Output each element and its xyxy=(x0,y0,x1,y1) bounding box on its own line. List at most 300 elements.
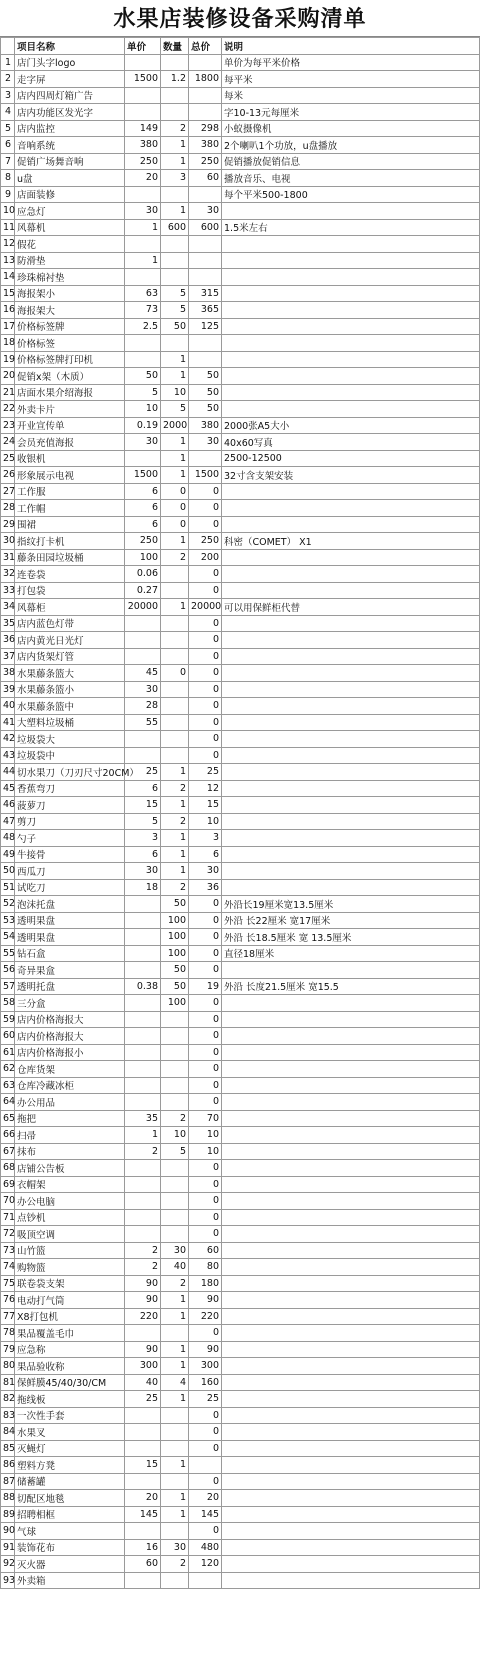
unit-price-cell[interactable]: 5 xyxy=(125,813,161,830)
row-index-cell[interactable]: 20 xyxy=(1,368,15,385)
unit-price-cell[interactable]: 6 xyxy=(125,780,161,797)
description-cell[interactable] xyxy=(222,401,480,418)
row-index-cell[interactable]: 85 xyxy=(1,1440,15,1457)
item-name-cell[interactable]: 海报架大 xyxy=(15,302,125,319)
unit-price-cell[interactable]: 6 xyxy=(125,846,161,863)
description-cell[interactable] xyxy=(222,1127,480,1144)
quantity-cell[interactable] xyxy=(161,632,189,649)
quantity-cell[interactable] xyxy=(161,1440,189,1457)
row-index-cell[interactable]: 86 xyxy=(1,1457,15,1474)
unit-price-cell[interactable]: 30 xyxy=(125,434,161,451)
description-cell[interactable] xyxy=(222,236,480,253)
description-cell[interactable] xyxy=(222,731,480,748)
unit-price-cell[interactable] xyxy=(125,1028,161,1045)
description-cell[interactable]: 每个平米500-1800 xyxy=(222,186,480,203)
row-index-cell[interactable]: 3 xyxy=(1,87,15,104)
description-cell[interactable] xyxy=(222,1358,480,1375)
description-cell[interactable] xyxy=(222,797,480,814)
unit-price-cell[interactable]: 90 xyxy=(125,1275,161,1292)
item-name-cell[interactable]: 海报架小 xyxy=(15,285,125,302)
row-index-cell[interactable]: 44 xyxy=(1,764,15,781)
item-name-cell[interactable]: 衣帽架 xyxy=(15,1176,125,1193)
total-price-cell[interactable]: 600 xyxy=(189,219,222,236)
total-price-cell[interactable]: 0 xyxy=(189,516,222,533)
item-name-cell[interactable]: 店内价格海报小 xyxy=(15,1044,125,1061)
description-cell[interactable] xyxy=(222,1292,480,1309)
row-index-cell[interactable]: 24 xyxy=(1,434,15,451)
unit-price-cell[interactable] xyxy=(125,615,161,632)
item-name-cell[interactable]: 招聘相框 xyxy=(15,1506,125,1523)
row-index-cell[interactable]: 9 xyxy=(1,186,15,203)
item-name-cell[interactable]: 风幕机 xyxy=(15,219,125,236)
unit-price-cell[interactable]: 25 xyxy=(125,764,161,781)
item-name-cell[interactable]: 藤条田园垃圾桶 xyxy=(15,549,125,566)
description-cell[interactable]: 字10-13元每厘米 xyxy=(222,104,480,121)
total-price-cell[interactable]: 1800 xyxy=(189,71,222,88)
item-name-cell[interactable]: 透明果盘 xyxy=(15,912,125,929)
quantity-cell[interactable]: 1 xyxy=(161,1457,189,1474)
row-index-cell[interactable]: 39 xyxy=(1,681,15,698)
quantity-cell[interactable]: 30 xyxy=(161,1539,189,1556)
row-index-cell[interactable]: 55 xyxy=(1,945,15,962)
description-cell[interactable] xyxy=(222,681,480,698)
description-cell[interactable]: 促销播放促销信息 xyxy=(222,153,480,170)
unit-price-cell[interactable]: 0.06 xyxy=(125,566,161,583)
description-cell[interactable] xyxy=(222,813,480,830)
item-name-cell[interactable]: 泡沫托盘 xyxy=(15,896,125,913)
unit-price-cell[interactable]: 73 xyxy=(125,302,161,319)
item-name-cell[interactable]: 吸顶空调 xyxy=(15,1226,125,1243)
unit-price-cell[interactable]: 15 xyxy=(125,1457,161,1474)
row-index-cell[interactable]: 46 xyxy=(1,797,15,814)
description-cell[interactable] xyxy=(222,1556,480,1573)
quantity-cell[interactable]: 1 xyxy=(161,863,189,880)
unit-price-cell[interactable]: 380 xyxy=(125,137,161,154)
row-index-cell[interactable]: 90 xyxy=(1,1523,15,1540)
unit-price-cell[interactable] xyxy=(125,1044,161,1061)
item-name-cell[interactable]: 联卷袋支架 xyxy=(15,1275,125,1292)
total-price-cell[interactable]: 0 xyxy=(189,632,222,649)
row-index-cell[interactable]: 67 xyxy=(1,1143,15,1160)
quantity-cell[interactable]: 2 xyxy=(161,780,189,797)
total-price-cell[interactable]: 0 xyxy=(189,582,222,599)
total-price-cell[interactable]: 70 xyxy=(189,1110,222,1127)
total-price-cell[interactable] xyxy=(189,351,222,368)
total-price-cell[interactable]: 0 xyxy=(189,962,222,979)
item-name-cell[interactable]: 风幕柜 xyxy=(15,599,125,616)
description-cell[interactable]: 小蚁摄像机 xyxy=(222,120,480,137)
description-cell[interactable] xyxy=(222,1028,480,1045)
row-index-cell[interactable]: 25 xyxy=(1,450,15,467)
unit-price-cell[interactable] xyxy=(125,1209,161,1226)
unit-price-cell[interactable] xyxy=(125,632,161,649)
description-cell[interactable] xyxy=(222,714,480,731)
row-index-cell[interactable]: 79 xyxy=(1,1341,15,1358)
description-cell[interactable]: 每米 xyxy=(222,87,480,104)
total-price-cell[interactable]: 0 xyxy=(189,1011,222,1028)
total-price-cell[interactable]: 80 xyxy=(189,1259,222,1276)
description-cell[interactable] xyxy=(222,648,480,665)
row-index-cell[interactable]: 35 xyxy=(1,615,15,632)
unit-price-cell[interactable]: 2 xyxy=(125,1242,161,1259)
row-index-cell[interactable]: 33 xyxy=(1,582,15,599)
quantity-cell[interactable]: 1 xyxy=(161,599,189,616)
quantity-cell[interactable] xyxy=(161,648,189,665)
unit-price-cell[interactable] xyxy=(125,269,161,286)
description-cell[interactable]: 每平米 xyxy=(222,71,480,88)
item-name-cell[interactable]: 店内监控 xyxy=(15,120,125,137)
item-name-cell[interactable]: 三分盒 xyxy=(15,995,125,1012)
item-name-cell[interactable]: 促销x架（木质） xyxy=(15,368,125,385)
total-price-cell[interactable]: 10 xyxy=(189,813,222,830)
row-index-cell[interactable]: 93 xyxy=(1,1572,15,1589)
row-index-cell[interactable]: 66 xyxy=(1,1127,15,1144)
unit-price-cell[interactable]: 1 xyxy=(125,1127,161,1144)
description-cell[interactable] xyxy=(222,747,480,764)
description-cell[interactable] xyxy=(222,846,480,863)
unit-price-cell[interactable] xyxy=(125,54,161,71)
row-index-cell[interactable]: 88 xyxy=(1,1490,15,1507)
total-price-cell[interactable] xyxy=(189,252,222,269)
total-price-cell[interactable]: 0 xyxy=(189,1424,222,1441)
quantity-cell[interactable] xyxy=(161,252,189,269)
item-name-cell[interactable]: 仓库冷藏冰柜 xyxy=(15,1077,125,1094)
unit-price-cell[interactable] xyxy=(125,962,161,979)
quantity-cell[interactable]: 1 xyxy=(161,1391,189,1408)
item-name-cell[interactable]: 钻石盒 xyxy=(15,945,125,962)
total-price-cell[interactable] xyxy=(189,1572,222,1589)
unit-price-cell[interactable] xyxy=(125,351,161,368)
item-name-cell[interactable]: 办公电脑 xyxy=(15,1193,125,1210)
row-index-cell[interactable]: 74 xyxy=(1,1259,15,1276)
unit-price-cell[interactable]: 55 xyxy=(125,714,161,731)
quantity-cell[interactable] xyxy=(161,1193,189,1210)
total-price-cell[interactable]: 120 xyxy=(189,1556,222,1573)
item-name-cell[interactable]: 应急灯 xyxy=(15,203,125,220)
row-index-cell[interactable]: 43 xyxy=(1,747,15,764)
unit-price-cell[interactable]: 20 xyxy=(125,170,161,187)
quantity-cell[interactable] xyxy=(161,731,189,748)
quantity-cell[interactable]: 600 xyxy=(161,219,189,236)
quantity-cell[interactable]: 50 xyxy=(161,896,189,913)
quantity-cell[interactable]: 1 xyxy=(161,1308,189,1325)
quantity-cell[interactable] xyxy=(161,1077,189,1094)
item-name-cell[interactable]: 价格标签牌 xyxy=(15,318,125,335)
total-price-cell[interactable]: 0 xyxy=(189,896,222,913)
description-cell[interactable] xyxy=(222,1011,480,1028)
unit-price-cell[interactable] xyxy=(125,1176,161,1193)
item-name-cell[interactable]: 果品覆盖毛巾 xyxy=(15,1325,125,1342)
total-price-cell[interactable]: 180 xyxy=(189,1275,222,1292)
unit-price-cell[interactable]: 1 xyxy=(125,219,161,236)
row-index-cell[interactable]: 10 xyxy=(1,203,15,220)
row-index-cell[interactable]: 18 xyxy=(1,335,15,352)
quantity-cell[interactable]: 1 xyxy=(161,153,189,170)
quantity-cell[interactable] xyxy=(161,1325,189,1342)
quantity-cell[interactable]: 50 xyxy=(161,318,189,335)
row-index-cell[interactable]: 2 xyxy=(1,71,15,88)
unit-price-cell[interactable]: 6 xyxy=(125,483,161,500)
item-name-cell[interactable]: 办公用品 xyxy=(15,1094,125,1111)
quantity-cell[interactable]: 100 xyxy=(161,912,189,929)
item-name-cell[interactable]: 装饰花布 xyxy=(15,1539,125,1556)
row-index-cell[interactable]: 51 xyxy=(1,879,15,896)
item-name-cell[interactable]: 垃圾袋大 xyxy=(15,731,125,748)
description-cell[interactable] xyxy=(222,1094,480,1111)
row-index-cell[interactable]: 37 xyxy=(1,648,15,665)
item-name-cell[interactable]: 店内黄光日光灯 xyxy=(15,632,125,649)
item-name-cell[interactable]: 打包袋 xyxy=(15,582,125,599)
quantity-cell[interactable] xyxy=(161,1407,189,1424)
unit-price-cell[interactable] xyxy=(125,1061,161,1078)
item-name-cell[interactable]: 外卖卡片 xyxy=(15,401,125,418)
quantity-cell[interactable] xyxy=(161,566,189,583)
row-index-cell[interactable]: 41 xyxy=(1,714,15,731)
row-index-cell[interactable]: 26 xyxy=(1,467,15,484)
total-price-cell[interactable]: 19 xyxy=(189,978,222,995)
description-cell[interactable] xyxy=(222,1440,480,1457)
unit-price-cell[interactable]: 220 xyxy=(125,1308,161,1325)
row-index-cell[interactable]: 17 xyxy=(1,318,15,335)
description-cell[interactable] xyxy=(222,384,480,401)
quantity-cell[interactable]: 2 xyxy=(161,120,189,137)
quantity-cell[interactable]: 3 xyxy=(161,170,189,187)
item-name-cell[interactable]: 店门头字logo xyxy=(15,54,125,71)
row-index-cell[interactable]: 58 xyxy=(1,995,15,1012)
item-name-cell[interactable]: 灭蝇灯 xyxy=(15,1440,125,1457)
row-index-cell[interactable]: 83 xyxy=(1,1407,15,1424)
unit-price-cell[interactable] xyxy=(125,236,161,253)
row-index-cell[interactable]: 61 xyxy=(1,1044,15,1061)
item-name-cell[interactable]: 塑料方凳 xyxy=(15,1457,125,1474)
item-name-cell[interactable]: 香蕉弯刀 xyxy=(15,780,125,797)
quantity-cell[interactable] xyxy=(161,582,189,599)
row-index-cell[interactable]: 70 xyxy=(1,1193,15,1210)
item-name-cell[interactable]: 防滑垫 xyxy=(15,252,125,269)
row-index-cell[interactable]: 52 xyxy=(1,896,15,913)
description-cell[interactable] xyxy=(222,1160,480,1177)
quantity-cell[interactable]: 100 xyxy=(161,945,189,962)
total-price-cell[interactable]: 0 xyxy=(189,912,222,929)
description-cell[interactable] xyxy=(222,368,480,385)
quantity-cell[interactable]: 100 xyxy=(161,995,189,1012)
quantity-cell[interactable] xyxy=(161,1011,189,1028)
quantity-cell[interactable] xyxy=(161,186,189,203)
unit-price-cell[interactable]: 250 xyxy=(125,533,161,550)
row-index-cell[interactable]: 71 xyxy=(1,1209,15,1226)
total-price-cell[interactable]: 90 xyxy=(189,1341,222,1358)
quantity-cell[interactable]: 0 xyxy=(161,483,189,500)
quantity-cell[interactable]: 0 xyxy=(161,516,189,533)
item-name-cell[interactable]: 果品验收称 xyxy=(15,1358,125,1375)
quantity-cell[interactable]: 1 xyxy=(161,1292,189,1309)
description-cell[interactable] xyxy=(222,1275,480,1292)
unit-price-cell[interactable]: 1500 xyxy=(125,71,161,88)
quantity-cell[interactable]: 1 xyxy=(161,434,189,451)
total-price-cell[interactable]: 36 xyxy=(189,879,222,896)
row-index-cell[interactable]: 31 xyxy=(1,549,15,566)
unit-price-cell[interactable] xyxy=(125,104,161,121)
row-index-cell[interactable]: 28 xyxy=(1,500,15,517)
unit-price-cell[interactable]: 2 xyxy=(125,1143,161,1160)
row-index-cell[interactable]: 29 xyxy=(1,516,15,533)
quantity-cell[interactable] xyxy=(161,698,189,715)
description-cell[interactable] xyxy=(222,252,480,269)
quantity-cell[interactable]: 5 xyxy=(161,401,189,418)
total-price-cell[interactable]: 60 xyxy=(189,1242,222,1259)
row-index-cell[interactable]: 64 xyxy=(1,1094,15,1111)
row-index-cell[interactable]: 56 xyxy=(1,962,15,979)
total-price-cell[interactable] xyxy=(189,236,222,253)
total-price-cell[interactable]: 0 xyxy=(189,1028,222,1045)
quantity-cell[interactable]: 10 xyxy=(161,1127,189,1144)
unit-price-cell[interactable]: 90 xyxy=(125,1341,161,1358)
description-cell[interactable] xyxy=(222,1374,480,1391)
quantity-cell[interactable] xyxy=(161,269,189,286)
quantity-cell[interactable]: 1 xyxy=(161,450,189,467)
quantity-cell[interactable]: 1 xyxy=(161,846,189,863)
row-index-cell[interactable]: 77 xyxy=(1,1308,15,1325)
unit-price-cell[interactable] xyxy=(125,945,161,962)
total-price-cell[interactable]: 15 xyxy=(189,797,222,814)
item-name-cell[interactable]: 切配区地毯 xyxy=(15,1490,125,1507)
total-price-cell[interactable] xyxy=(189,335,222,352)
unit-price-cell[interactable]: 0.27 xyxy=(125,582,161,599)
item-name-cell[interactable]: 一次性手套 xyxy=(15,1407,125,1424)
description-cell[interactable]: 直径18厘米 xyxy=(222,945,480,962)
description-cell[interactable] xyxy=(222,302,480,319)
quantity-cell[interactable]: 1 xyxy=(161,797,189,814)
unit-price-cell[interactable]: 20 xyxy=(125,1490,161,1507)
quantity-cell[interactable] xyxy=(161,54,189,71)
quantity-cell[interactable]: 1 xyxy=(161,351,189,368)
row-index-cell[interactable]: 23 xyxy=(1,417,15,434)
description-cell[interactable] xyxy=(222,483,480,500)
total-price-cell[interactable]: 0 xyxy=(189,1523,222,1540)
description-cell[interactable] xyxy=(222,1473,480,1490)
quantity-cell[interactable]: 2 xyxy=(161,1275,189,1292)
total-price-cell[interactable]: 0 xyxy=(189,1407,222,1424)
total-price-cell[interactable]: 300 xyxy=(189,1358,222,1375)
total-price-cell[interactable]: 250 xyxy=(189,533,222,550)
quantity-cell[interactable]: 1 xyxy=(161,764,189,781)
row-index-cell[interactable]: 32 xyxy=(1,566,15,583)
total-price-cell[interactable]: 0 xyxy=(189,1473,222,1490)
quantity-cell[interactable] xyxy=(161,236,189,253)
unit-price-cell[interactable]: 45 xyxy=(125,665,161,682)
total-price-cell[interactable]: 0 xyxy=(189,1044,222,1061)
row-index-cell[interactable]: 84 xyxy=(1,1424,15,1441)
row-index-cell[interactable]: 49 xyxy=(1,846,15,863)
total-price-cell[interactable]: 60 xyxy=(189,170,222,187)
total-price-cell[interactable]: 0 xyxy=(189,1325,222,1342)
item-name-cell[interactable]: 收银机 xyxy=(15,450,125,467)
total-price-cell[interactable]: 0 xyxy=(189,1193,222,1210)
item-name-cell[interactable]: 指纹打卡机 xyxy=(15,533,125,550)
row-index-cell[interactable]: 42 xyxy=(1,731,15,748)
unit-price-cell[interactable] xyxy=(125,912,161,929)
quantity-cell[interactable] xyxy=(161,1094,189,1111)
item-name-cell[interactable]: 储蓄罐 xyxy=(15,1473,125,1490)
description-cell[interactable]: 播放音乐、电视 xyxy=(222,170,480,187)
total-price-cell[interactable]: 90 xyxy=(189,1292,222,1309)
quantity-cell[interactable]: 0 xyxy=(161,500,189,517)
unit-price-cell[interactable]: 3 xyxy=(125,830,161,847)
row-index-cell[interactable]: 22 xyxy=(1,401,15,418)
total-price-cell[interactable]: 220 xyxy=(189,1308,222,1325)
quantity-cell[interactable]: 50 xyxy=(161,962,189,979)
total-price-cell[interactable]: 1500 xyxy=(189,467,222,484)
item-name-cell[interactable]: 水果藤条篮小 xyxy=(15,681,125,698)
description-cell[interactable] xyxy=(222,879,480,896)
unit-price-cell[interactable]: 145 xyxy=(125,1506,161,1523)
description-cell[interactable] xyxy=(222,830,480,847)
item-name-cell[interactable]: 电动打气筒 xyxy=(15,1292,125,1309)
quantity-cell[interactable]: 50 xyxy=(161,978,189,995)
quantity-cell[interactable]: 30 xyxy=(161,1242,189,1259)
item-name-cell[interactable]: 抹布 xyxy=(15,1143,125,1160)
total-price-cell[interactable]: 0 xyxy=(189,665,222,682)
total-price-cell[interactable]: 380 xyxy=(189,137,222,154)
row-index-cell[interactable]: 7 xyxy=(1,153,15,170)
item-name-cell[interactable]: 勺子 xyxy=(15,830,125,847)
unit-price-cell[interactable] xyxy=(125,731,161,748)
row-index-cell[interactable]: 21 xyxy=(1,384,15,401)
item-name-cell[interactable]: 剪刀 xyxy=(15,813,125,830)
quantity-cell[interactable]: 1 xyxy=(161,1358,189,1375)
quantity-cell[interactable] xyxy=(161,714,189,731)
total-price-cell[interactable] xyxy=(189,87,222,104)
item-name-cell[interactable]: 连卷袋 xyxy=(15,566,125,583)
quantity-cell[interactable]: 1 xyxy=(161,1341,189,1358)
item-name-cell[interactable]: 点钞机 xyxy=(15,1209,125,1226)
total-price-cell[interactable]: 25 xyxy=(189,1391,222,1408)
total-price-cell[interactable] xyxy=(189,450,222,467)
description-cell[interactable] xyxy=(222,962,480,979)
item-name-cell[interactable]: 店内蓝色灯带 xyxy=(15,615,125,632)
row-index-cell[interactable]: 53 xyxy=(1,912,15,929)
description-cell[interactable]: 1.5米左右 xyxy=(222,219,480,236)
quantity-cell[interactable] xyxy=(161,1061,189,1078)
item-name-cell[interactable]: 店内货架灯管 xyxy=(15,648,125,665)
item-name-cell[interactable]: 外卖箱 xyxy=(15,1572,125,1589)
quantity-cell[interactable]: 2 xyxy=(161,879,189,896)
unit-price-cell[interactable]: 10 xyxy=(125,401,161,418)
description-cell[interactable]: 2000张A5大小 xyxy=(222,417,480,434)
description-cell[interactable] xyxy=(222,1044,480,1061)
quantity-cell[interactable] xyxy=(161,1424,189,1441)
row-index-cell[interactable]: 45 xyxy=(1,780,15,797)
item-name-cell[interactable]: 工作服 xyxy=(15,483,125,500)
row-index-cell[interactable]: 13 xyxy=(1,252,15,269)
description-cell[interactable] xyxy=(222,269,480,286)
quantity-cell[interactable] xyxy=(161,1176,189,1193)
row-index-cell[interactable]: 30 xyxy=(1,533,15,550)
quantity-cell[interactable] xyxy=(161,1572,189,1589)
unit-price-cell[interactable] xyxy=(125,335,161,352)
row-index-cell[interactable]: 48 xyxy=(1,830,15,847)
item-name-cell[interactable]: 水果叉 xyxy=(15,1424,125,1441)
unit-price-cell[interactable] xyxy=(125,1424,161,1441)
row-index-cell[interactable]: 60 xyxy=(1,1028,15,1045)
item-name-cell[interactable]: 气球 xyxy=(15,1523,125,1540)
description-cell[interactable] xyxy=(222,1523,480,1540)
item-name-cell[interactable]: 透明托盘 xyxy=(15,978,125,995)
description-cell[interactable] xyxy=(222,632,480,649)
item-name-cell[interactable]: 水果藤条篮大 xyxy=(15,665,125,682)
unit-price-cell[interactable]: 16 xyxy=(125,1539,161,1556)
unit-price-cell[interactable] xyxy=(125,1193,161,1210)
